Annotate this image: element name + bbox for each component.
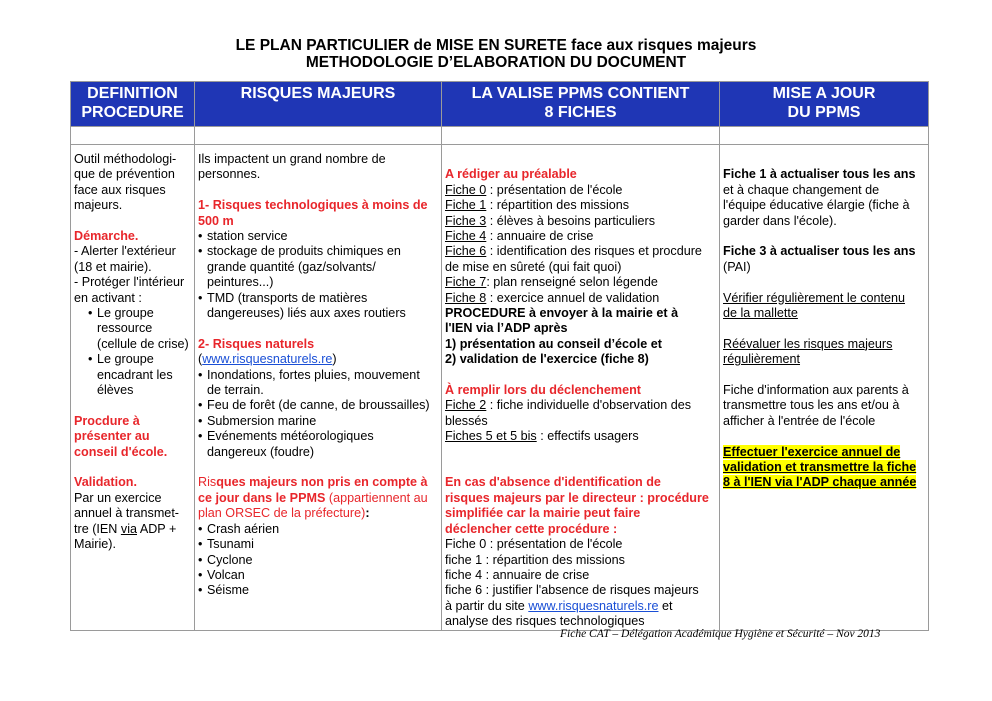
fiche-line: Fiche 1 : répartition des missions (445, 198, 630, 213)
fiche-line: Fiche 2 : fiche individuelle d'observation des (445, 398, 692, 413)
list-item: • Evénements météorologiques dangereux (foudre) (198, 429, 438, 460)
fiche3-title: Fiche 3 à actualiser tous les ans (723, 244, 916, 259)
fiche-line: Fiches 5 et 5 bis : effectifs usagers (445, 429, 639, 444)
risques-naturels-site-link[interactable]: www.risquesnaturels.re (528, 598, 659, 613)
verify-note: Vérifier régulièrement le contenu de la mallette (723, 290, 906, 321)
content-row (71, 145, 929, 631)
fiche-line: de mise en sûreté (qui fait quoi) (445, 259, 622, 274)
parent-info-note: Fiche d'information aux parents à transmettre tous les ans et/ou à afficher à l'entrée de l'école (723, 383, 909, 428)
natural-risks-title: 2- Risques naturels (198, 336, 315, 351)
exercise-highlight: Effectuer l'exercice annuel de validation et transmettre la fiche 8 à l'IEN via l'ADP chaque année (723, 444, 917, 490)
document-subtitle: METHODOLOGIE D’ELABORATION DU DOCUMENT (305, 54, 687, 71)
header-risques: RISQUES MAJEURS (195, 82, 442, 127)
valise-cell: A rédiger au préalable Fiche 0 : présentation de l'école Fiche 1 : répartition des missions Fiche 3 : élèves à besoins particuliers Fiche 4 : annuaire de crise Fiche 6 : identification des risques et procdure de mise en sûreté (qui fait quoi) Fiche 7: plan renseigné selon légende Fiche 8 : exercice annuel de validation PROCEDURE à envoyer à la mairie et à l'IEN via l’ADP après 1) présentation au conseil d’école et 2) validation de l'exercice (fiche 8) À remplir lors du déclenchement Fiche 2 : fiche individuelle d'observation des blessés Fiches 5 et 5 bis : effectifs usagers En cas d'absence d'identification de risques majeurs par le directeur : procédure simplifiée car la mairie peut faire déclencher cette procédure : Fiche 0 : présentation de l'école fiche 1 : répartition des missions fiche 4 : annuaire de crise fiche 6 : justifier l'absence de risques majeurs à partir du site www.risquesnaturels.re et analyse des risques technologiques (442, 145, 720, 631)
header-mise-a-jour: MISE A JOUR DU PPMS (720, 82, 929, 127)
list-item: • stockage de produits chimiques en grande quantité (gaz/solvants/ peintures...) (198, 244, 438, 290)
trigger-title: À remplir lors du déclenchement (445, 383, 641, 398)
list-item: • Volcan (198, 568, 438, 583)
header-definition: DEFINITION PROCEDURE (71, 82, 195, 127)
list-item: • Tsunami (198, 537, 438, 552)
tech-risks-title: 1- Risques technologiques à moins de 500 m (198, 198, 428, 228)
definition-cell: Outil méthodologi- que de prévention face aux risques majeurs. Démarche. - Alerter l'extérieur (18 et mairie). - Protéger l'intérieur en activant : • Le groupe ressource (cellule de crise) • Le groupe encadrant les élèves Procdure à présenter au conseil d'école. Validation. Par un exercice annuel à transmet- tre (IEN via ADP + Mairie). (71, 145, 195, 631)
list-item: • Inondations, fortes pluies, mouvement de terrain. (198, 368, 438, 399)
list-item: • Le groupe encadrant les élèves (88, 352, 191, 398)
document-title: LE PLAN PARTICULIER de MISE EN SURETE face aux risques majeurs (235, 37, 757, 54)
validation-title: Validation. (74, 475, 137, 490)
list-item: • Le groupe ressource (cellule de crise) (88, 306, 191, 352)
fiche-line: blessés (445, 413, 488, 428)
fiche-line: Fiche 7: plan renseigné selon légende (445, 275, 658, 290)
footer-credit: Fiche CAT – Délégation Académique Hygiène et Sécurité – Nov 2013 (560, 628, 881, 640)
list-item: • Crash aérien (198, 522, 438, 537)
reevaluate-note: Réévaluer les risques majeurs régulièrement (723, 336, 893, 367)
spacer-row (71, 127, 929, 145)
mise-a-jour-cell: Fiche 1 à actualiser tous les ans et à chaque changement de l'équipe éducative élargie (fiche à garder dans l'école). Fiche 3 à actualiser tous les ans (PAI) Vérifier régulièrement le contenu de la mallette Réévaluer les risques majeurs régulièrement Fiche d'information aux parents à transmettre tous les ans et/ou à afficher à l'entrée de l'école Effectuer l'exercice annuel de validation et transmettre la fiche 8 à l'IEN via l'ADP chaque année (720, 145, 929, 631)
list-item: • station service (198, 229, 438, 244)
prep-title: A rédiger au préalable (445, 167, 577, 182)
procedure-title: Procdure à présenter au conseil d'école. (74, 413, 168, 459)
list-item: • Feu de forêt (de canne, de broussailles) (198, 398, 438, 413)
fiche-line: Fiche 6 : identification des risques et procdure (445, 244, 702, 259)
other-risks-title: Risques majeurs non pris en compte à ce jour dans le PPMS (appartiennent au plan ORSEC de la préfecture): (198, 475, 428, 521)
risques-cell: Ils impactent un grand nombre de personnes. 1- Risques technologiques à moins de 500 m • station service • stockage de produits chimiques en grande quantité (gaz/solvants/ peintures...) • TMD (transports de matières dangereuses) liés aux axes routiers 2- Risques naturels (www.risquesnaturels.re) • Inondations, fortes pluies, mouvement de terrain. • Feu de forêt (de canne, de broussailles) • Submersion marine • Evénements météorologiques dangereux (foudre) Risques majeurs non pris en compte à ce jour dans le PPMS (appartiennent au plan ORSEC de la préfecture): • Crash aérien • Tsunami • Cyclone • Volcan • Séisme (195, 145, 442, 631)
fiche-line: Fiche 3 : élèves à besoins particuliers (445, 213, 656, 228)
list-item: • Submersion marine (198, 414, 438, 429)
demarche-title: Démarche. (74, 229, 139, 244)
list-item: • TMD (transports de matières dangereuses) liés aux axes routiers (198, 291, 438, 322)
header-row (71, 82, 929, 127)
fiche-line: Fiche 8 : exercice annuel de validation (445, 290, 660, 305)
list-item: • Séisme (198, 583, 438, 598)
header-valise: LA VALISE PPMS CONTIENT 8 FICHES (442, 82, 720, 127)
methodology-table (70, 81, 929, 631)
absence-title: En cas d'absence d'identification de risques majeurs par le directeur : procédure simplifiée car la mairie peut faire déclencher cette procédure : (445, 475, 709, 536)
fiche-line: Fiche 0 : présentation de l'école (445, 182, 623, 197)
list-item: • Cyclone (198, 553, 438, 568)
fiche-line: Fiche 4 : annuaire de crise (445, 229, 594, 244)
fiche1-title: Fiche 1 à actualiser tous les ans (723, 167, 916, 182)
risques-naturels-link[interactable]: www.risquesnaturels.re (202, 352, 333, 367)
groups-list (74, 306, 191, 398)
send-procedure: PROCEDURE à envoyer à la mairie et à l'IEN via l’ADP après 1) présentation au conseil d’école et 2) validation de l'exercice (fiche 8) (445, 306, 679, 367)
